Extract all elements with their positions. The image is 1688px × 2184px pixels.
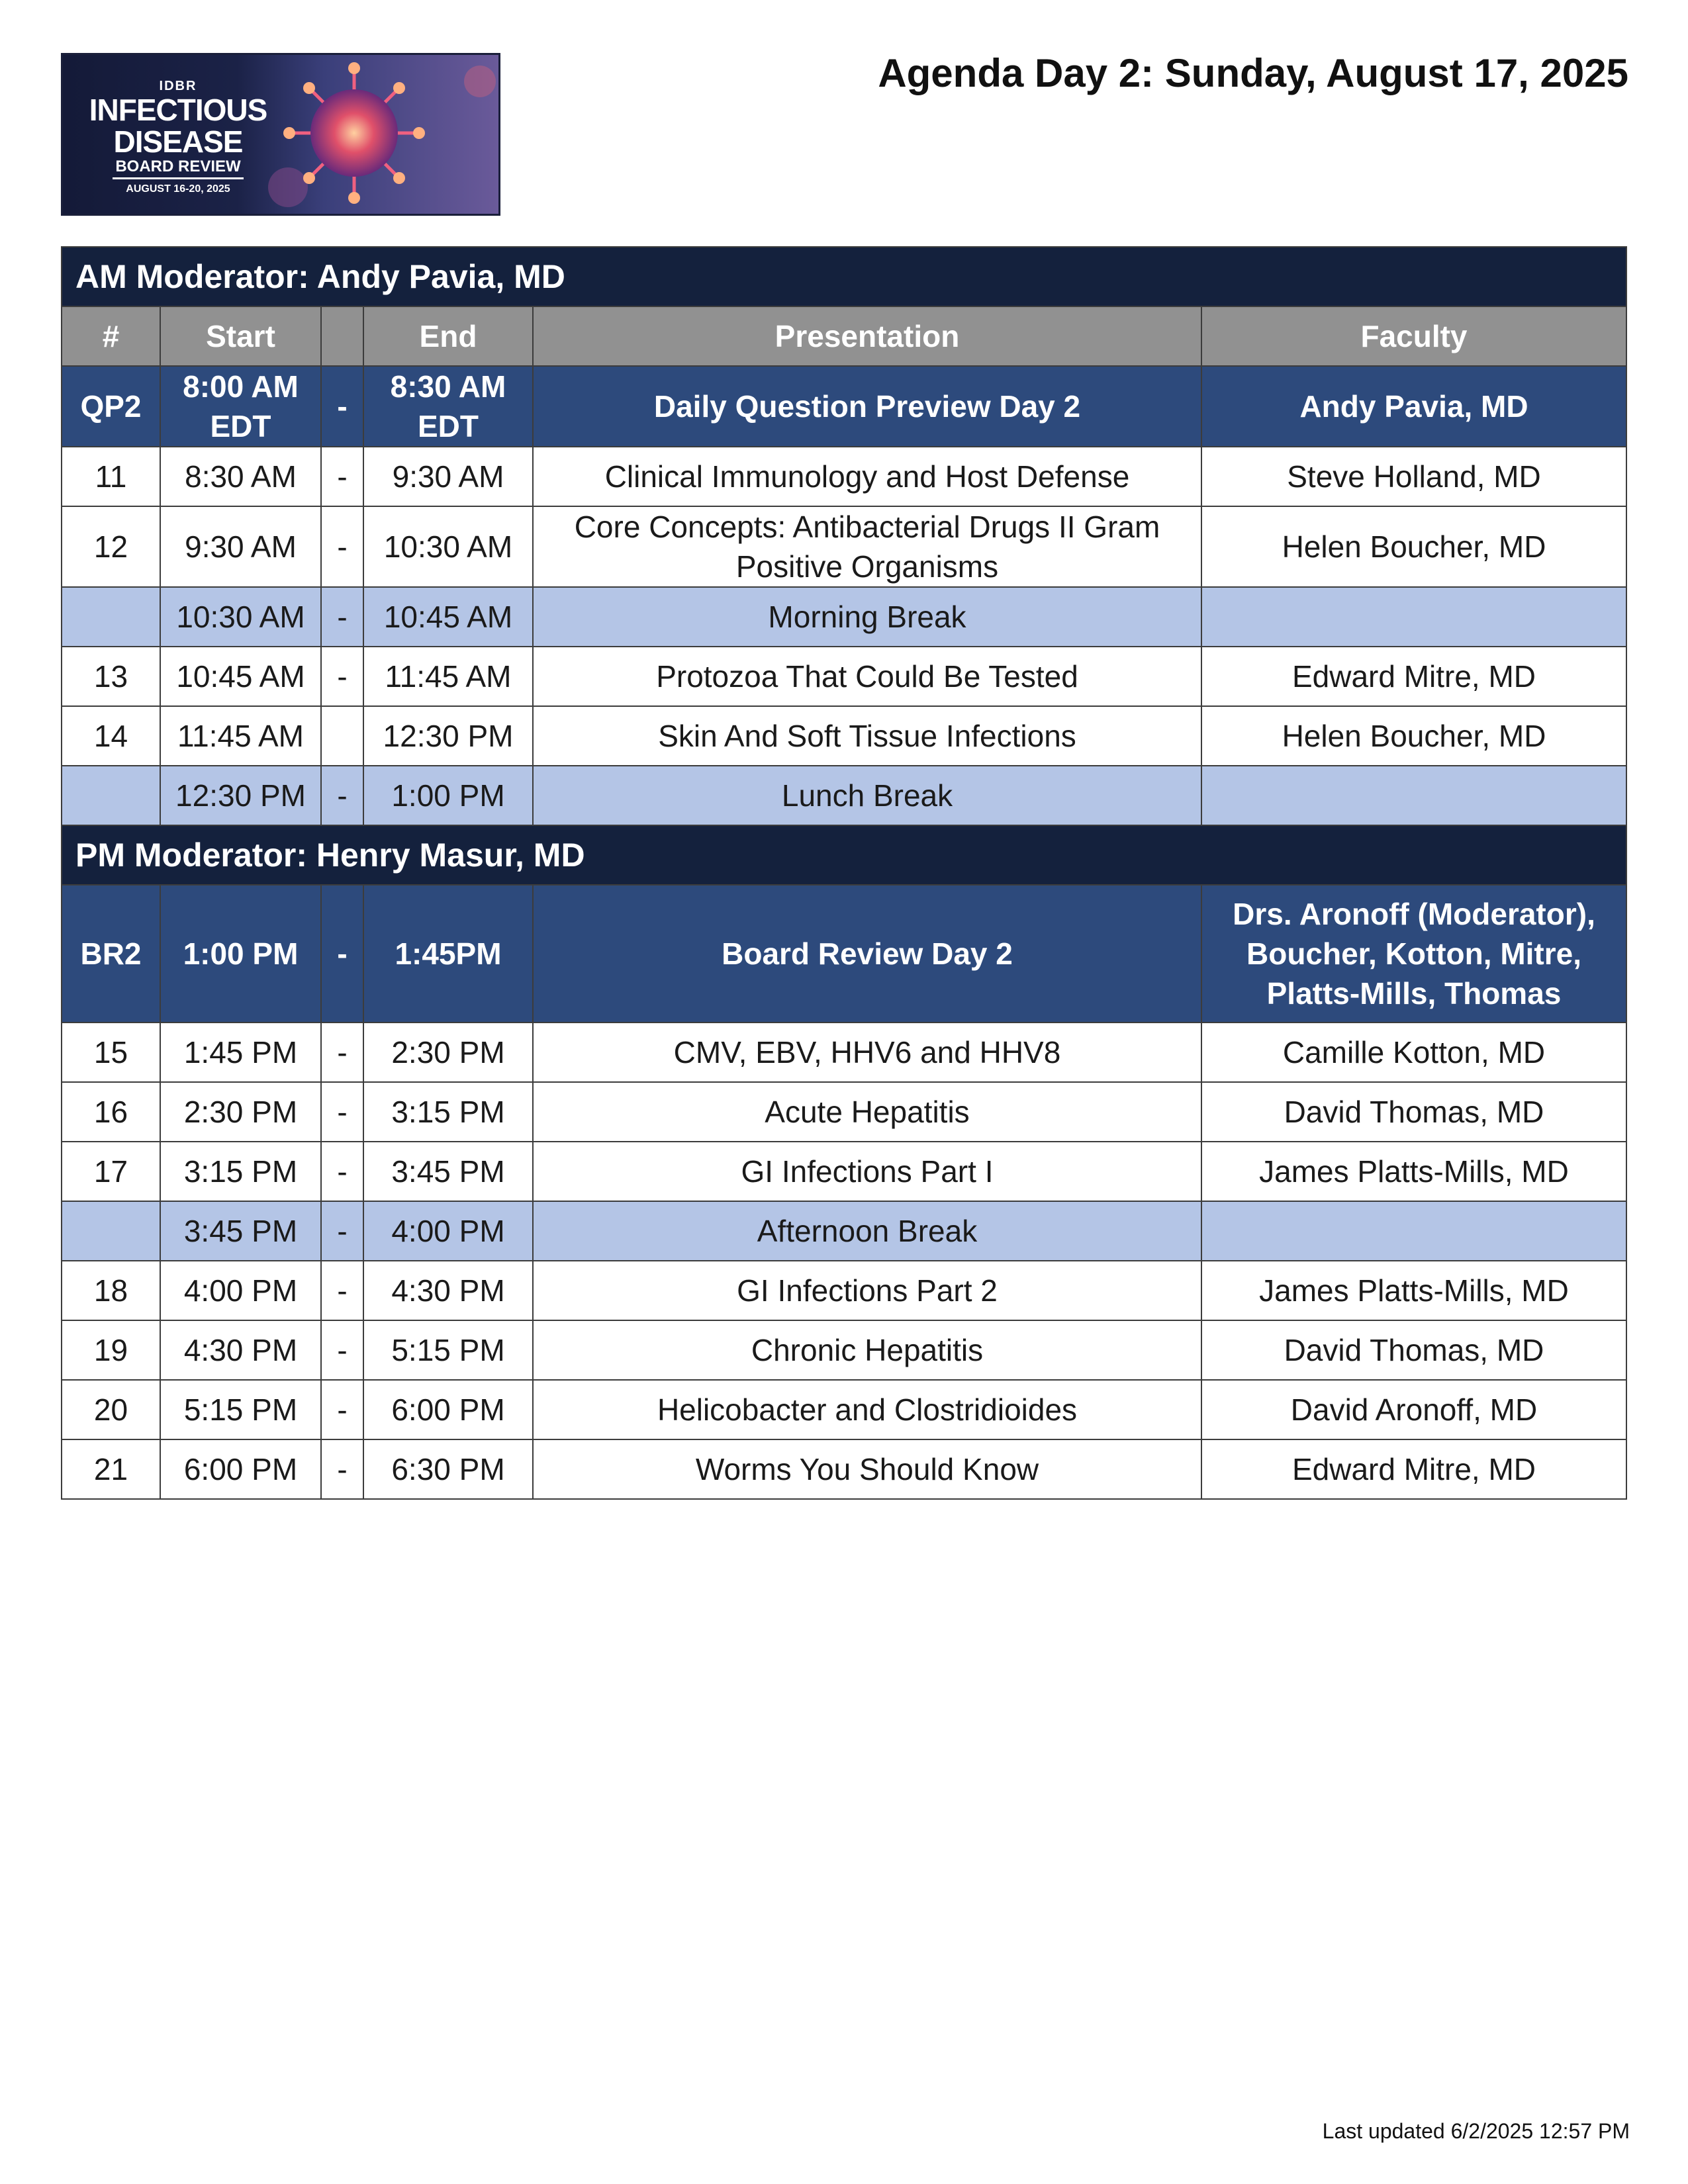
time-separator: - <box>321 885 363 1023</box>
presentation-title: Daily Question Preview Day 2 <box>533 366 1201 447</box>
am-moderator: AM Moderator: Andy Pavia, MD <box>62 247 1626 306</box>
faculty: Helen Boucher, MD <box>1201 706 1626 766</box>
presentation-title: Chronic Hepatitis <box>533 1320 1201 1380</box>
faculty: James Platts-Mills, MD <box>1201 1142 1626 1201</box>
time-separator: - <box>321 1261 363 1320</box>
end-time: 6:30 PM <box>363 1439 533 1499</box>
time-separator: - <box>321 1201 363 1261</box>
session-number <box>62 587 160 647</box>
virus-icon <box>261 55 500 214</box>
session-number: 13 <box>62 647 160 706</box>
table-row <box>62 587 1626 647</box>
faculty: David Aronoff, MD <box>1201 1380 1626 1439</box>
col-header-separator <box>321 306 363 366</box>
end-time: 6:00 PM <box>363 1380 533 1439</box>
table-row <box>62 366 1626 447</box>
start-time: 10:30 AM <box>160 587 321 647</box>
time-separator: - <box>321 447 363 506</box>
table-row <box>62 885 1626 1023</box>
session-number: 14 <box>62 706 160 766</box>
event-logo <box>61 53 500 216</box>
session-number: 17 <box>62 1142 160 1201</box>
session-number: QP2 <box>62 366 160 447</box>
end-time: 9:30 AM <box>363 447 533 506</box>
logo-line-2: INFECTIOUS <box>89 93 267 127</box>
end-time: 1:00 PM <box>363 766 533 825</box>
presentation-title: Helicobacter and Clostridioides <box>533 1380 1201 1439</box>
faculty: Edward Mitre, MD <box>1201 1439 1626 1499</box>
end-time: 4:30 PM <box>363 1261 533 1320</box>
table-row <box>62 447 1626 506</box>
presentation-title: GI Infections Part 2 <box>533 1261 1201 1320</box>
presentation-title: Worms You Should Know <box>533 1439 1201 1499</box>
table-row <box>62 1142 1626 1201</box>
session-number: BR2 <box>62 885 160 1023</box>
start-time: 1:00 PM <box>160 885 321 1023</box>
time-separator: - <box>321 647 363 706</box>
start-time: 3:15 PM <box>160 1142 321 1201</box>
time-separator <box>321 706 363 766</box>
time-separator: - <box>321 1439 363 1499</box>
table-row <box>62 1261 1626 1320</box>
faculty: David Thomas, MD <box>1201 1082 1626 1142</box>
faculty: David Thomas, MD <box>1201 1320 1626 1380</box>
table-row <box>62 1380 1626 1439</box>
start-time: 1:45 PM <box>160 1023 321 1082</box>
presentation-title: Clinical Immunology and Host Defense <box>533 447 1201 506</box>
time-separator: - <box>321 506 363 587</box>
start-time: 11:45 AM <box>160 706 321 766</box>
table-row <box>62 706 1626 766</box>
logo-line-1: IDBR <box>159 79 197 93</box>
table-row <box>62 647 1626 706</box>
end-time: 10:30 AM <box>363 506 533 587</box>
logo-line-3: DISEASE <box>113 124 243 159</box>
presentation-title: Afternoon Break <box>533 1201 1201 1261</box>
presentation-title: GI Infections Part I <box>533 1142 1201 1201</box>
table-row <box>62 766 1626 825</box>
end-time: 5:15 PM <box>363 1320 533 1380</box>
faculty <box>1201 1201 1626 1261</box>
faculty <box>1201 766 1626 825</box>
faculty: Andy Pavia, MD <box>1201 366 1626 447</box>
session-number: 16 <box>62 1082 160 1142</box>
start-time: 9:30 AM <box>160 506 321 587</box>
col-header-number: # <box>62 306 160 366</box>
col-header-faculty: Faculty <box>1201 306 1626 366</box>
end-time: 2:30 PM <box>363 1023 533 1082</box>
end-time: 3:45 PM <box>363 1142 533 1201</box>
faculty: Helen Boucher, MD <box>1201 506 1626 587</box>
faculty <box>1201 587 1626 647</box>
time-separator: - <box>321 587 363 647</box>
session-number <box>62 766 160 825</box>
session-number: 21 <box>62 1439 160 1499</box>
pm-moderator: PM Moderator: Henry Masur, MD <box>62 825 1626 885</box>
end-time: 12:30 PM <box>363 706 533 766</box>
presentation-title: Skin And Soft Tissue Infections <box>533 706 1201 766</box>
end-time: 8:30 AM EDT <box>363 366 533 447</box>
start-time: 4:00 PM <box>160 1261 321 1320</box>
time-separator: - <box>321 366 363 447</box>
table-row <box>62 506 1626 587</box>
time-separator: - <box>321 1320 363 1380</box>
logo-line-4: BOARD REVIEW <box>113 158 243 179</box>
faculty: Camille Kotton, MD <box>1201 1023 1626 1082</box>
start-time: 5:15 PM <box>160 1380 321 1439</box>
session-number: 18 <box>62 1261 160 1320</box>
presentation-title: Lunch Break <box>533 766 1201 825</box>
agenda-body <box>62 247 1626 1499</box>
start-time: 3:45 PM <box>160 1201 321 1261</box>
presentation-title: Morning Break <box>533 587 1201 647</box>
session-number: 12 <box>62 506 160 587</box>
faculty: Edward Mitre, MD <box>1201 647 1626 706</box>
session-number <box>62 1201 160 1261</box>
faculty: Drs. Aronoff (Moderator), Boucher, Kotton, Mitre, Platts-Mills, Thomas <box>1201 885 1626 1023</box>
end-time: 11:45 AM <box>363 647 533 706</box>
time-separator: - <box>321 1142 363 1201</box>
start-time: 4:30 PM <box>160 1320 321 1380</box>
col-header-start: Start <box>160 306 321 366</box>
presentation-title: Protozoa That Could Be Tested <box>533 647 1201 706</box>
time-separator: - <box>321 766 363 825</box>
time-separator: - <box>321 1082 363 1142</box>
presentation-title: Acute Hepatitis <box>533 1082 1201 1142</box>
agenda-table <box>61 246 1627 1500</box>
session-number: 19 <box>62 1320 160 1380</box>
page-title: Agenda Day 2: Sunday, August 17, 2025 <box>878 51 1628 95</box>
start-time: 12:30 PM <box>160 766 321 825</box>
table-row <box>62 1082 1626 1142</box>
end-time: 10:45 AM <box>363 587 533 647</box>
faculty: Steve Holland, MD <box>1201 447 1626 506</box>
start-time: 10:45 AM <box>160 647 321 706</box>
start-time: 8:00 AM EDT <box>160 366 321 447</box>
end-time: 4:00 PM <box>363 1201 533 1261</box>
logo-line-5: AUGUST 16-20, 2025 <box>126 183 230 195</box>
start-time: 8:30 AM <box>160 447 321 506</box>
session-number: 20 <box>62 1380 160 1439</box>
table-row <box>62 1023 1626 1082</box>
faculty: James Platts-Mills, MD <box>1201 1261 1626 1320</box>
column-header-row <box>62 306 1626 366</box>
session-number: 11 <box>62 447 160 506</box>
end-time: 1:45PM <box>363 885 533 1023</box>
col-header-end: End <box>363 306 533 366</box>
end-time: 3:15 PM <box>363 1082 533 1142</box>
col-header-presentation: Presentation <box>533 306 1201 366</box>
presentation-title: CMV, EBV, HHV6 and HHV8 <box>533 1023 1201 1082</box>
session-number: 15 <box>62 1023 160 1082</box>
presentation-title: Board Review Day 2 <box>533 885 1201 1023</box>
pm-moderator-row <box>62 825 1626 885</box>
presentation-title: Core Concepts: Antibacterial Drugs II Gram Positive Organisms <box>533 506 1201 587</box>
logo-text <box>79 79 277 195</box>
time-separator: - <box>321 1023 363 1082</box>
table-row <box>62 1439 1626 1499</box>
table-row <box>62 1201 1626 1261</box>
start-time: 6:00 PM <box>160 1439 321 1499</box>
last-updated: Last updated 6/2/2025 12:57 PM <box>1322 2119 1630 2143</box>
table-row <box>62 1320 1626 1380</box>
am-moderator-row <box>62 247 1626 306</box>
time-separator: - <box>321 1380 363 1439</box>
start-time: 2:30 PM <box>160 1082 321 1142</box>
